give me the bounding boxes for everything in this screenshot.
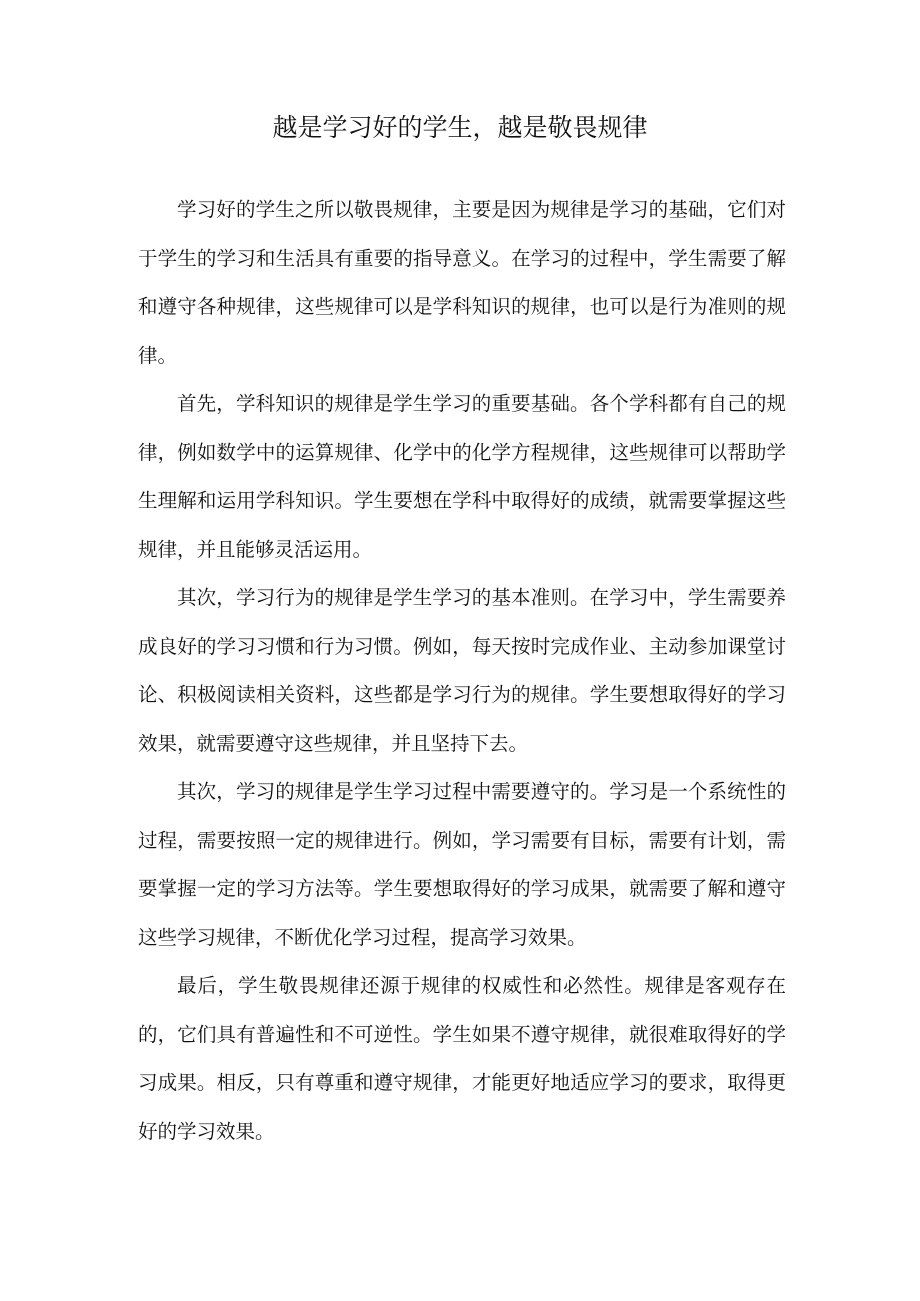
paragraph-5: 最后，学生敬畏规律还源于规律的权威性和必然性。规律是客观存在的，它们具有普遍性和不可逆性。学生如果不遵守规律，就很难取得好的学习成果。相反，只有尊重和遵守规律，才能更好地适应学习的要求，取得更好的学习效果。 <box>138 974 786 1143</box>
document-body <box>138 186 786 1156</box>
paragraph-2: 首先，学科知识的规律是学生学习的重要基础。各个学科都有自己的规律，例如数学中的运算规律、化学中的化学方程规律，这些规律可以帮助学生理解和运用学科知识。学生要想在学科中取得好的成绩，就需要掌握这些规律，并且能够灵活运用。 <box>138 392 786 561</box>
paragraph-3: 其次，学习行为的规律是学生学习的基本准则。在学习中，学生需要养成良好的学习习惯和行为习惯。例如，每天按时完成作业、主动参加课堂讨论、积极阅读相关资料，这些都是学习行为的规律。学生要想取得好的学习效果，就需要遵守这些规律，并且坚持下去。 <box>138 586 786 755</box>
paragraph-1: 学习好的学生之所以敬畏规律，主要是因为规律是学习的基础，它们对于学生的学习和生活具有重要的指导意义。在学习的过程中，学生需要了解和遵守各种规律，这些规律可以是学科知识的规律，也可以是行为准则的规律。 <box>138 198 786 367</box>
paragraph-4: 其次，学习的规律是学生学习过程中需要遵守的。学习是一个系统性的过程，需要按照一定的规律进行。例如，学习需要有目标，需要有计划，需要掌握一定的学习方法等。学生要想取得好的学习成果，就需要了解和遵守这些学习规律，不断优化学习过程，提高学习效果。 <box>138 780 786 949</box>
document-title: 越是学习好的学生，越是敬畏规律 <box>272 113 648 142</box>
